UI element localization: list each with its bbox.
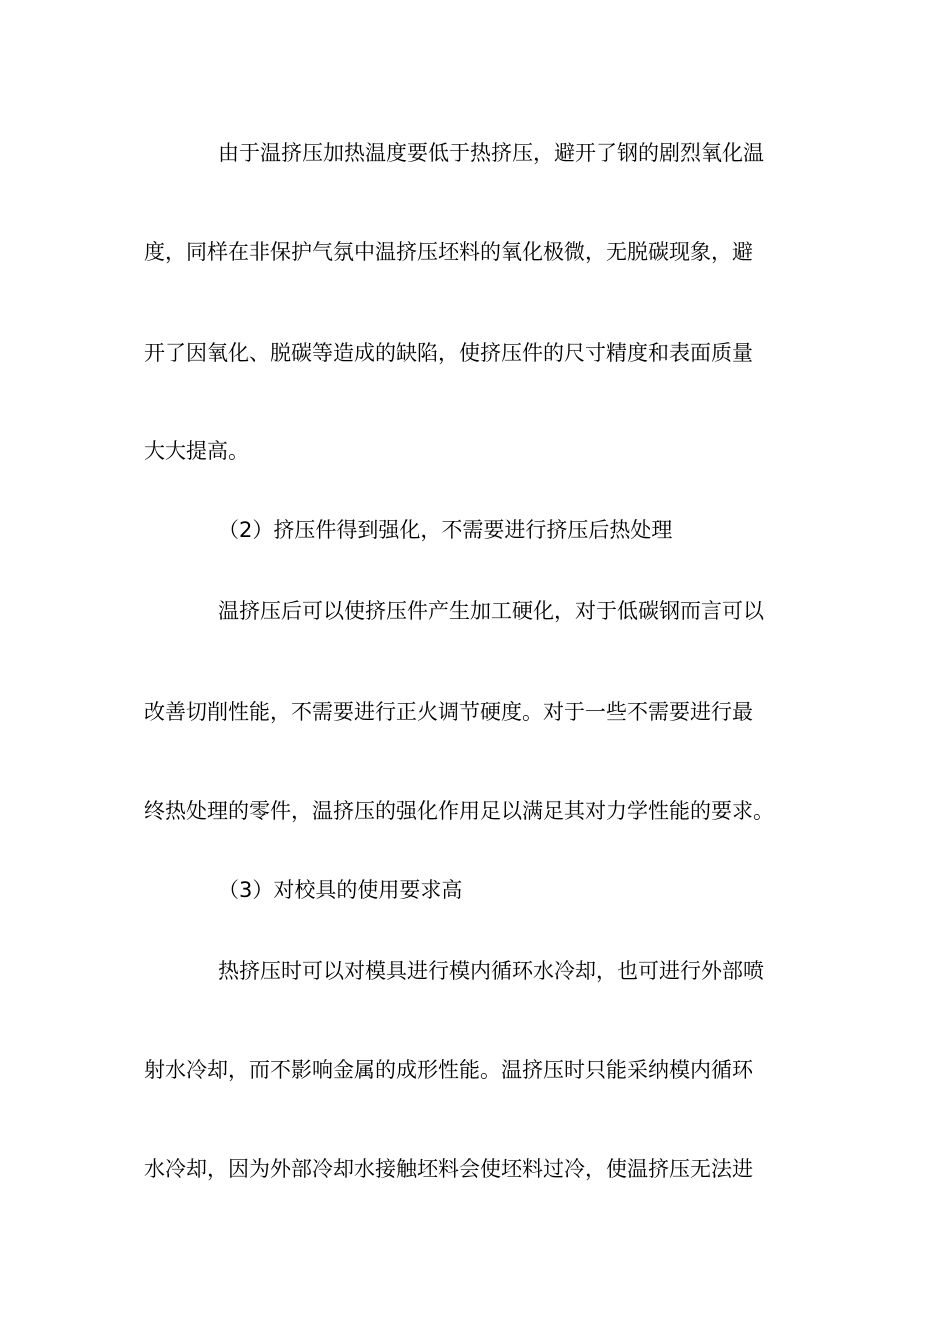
paragraph-1-line-3: 开了因氧化、脱碳等造成的缺陷，使挤压件的尺寸精度和表面质量	[144, 341, 753, 365]
section-heading-2: （2）挤压件得到强化，不需要进行挤压后热处理	[218, 518, 673, 542]
paragraph-2-line-1: 温挤压后可以使挤压件产生加工硬化，对于低碳钢而言可以	[218, 599, 764, 623]
paragraph-1-line-4: 大大提高。	[144, 439, 249, 463]
paragraph-3-line-1: 热挤压时可以对模具进行模内循环水冷却，也可进行外部喷	[218, 959, 764, 983]
paragraph-1-line-2: 度，同样在非保护气氛中温挤压坯料的氧化极微，无脱碳现象，避	[144, 240, 753, 264]
paragraph-2-line-2: 改善切削性能，不需要进行正火调节硬度。对于一些不需要进行最	[144, 700, 753, 724]
paragraph-3-line-2: 射水冷却，而不影响金属的成形性能。温挤压时只能采纳模内循环	[144, 1058, 753, 1082]
paragraph-3-line-3: 水冷却，因为外部冷却水接触坯料会使坯料过冷，使温挤压无法进	[144, 1157, 753, 1181]
paragraph-1-line-1: 由于温挤压加热温度要低于热挤压，避开了钢的剧烈氧化温	[218, 141, 764, 165]
section-heading-3: （3）对校具的使用要求高	[218, 878, 463, 902]
paragraph-2-line-3: 终热处理的零件，温挤压的强化作用足以满足其对力学性能的要求。	[144, 799, 774, 823]
